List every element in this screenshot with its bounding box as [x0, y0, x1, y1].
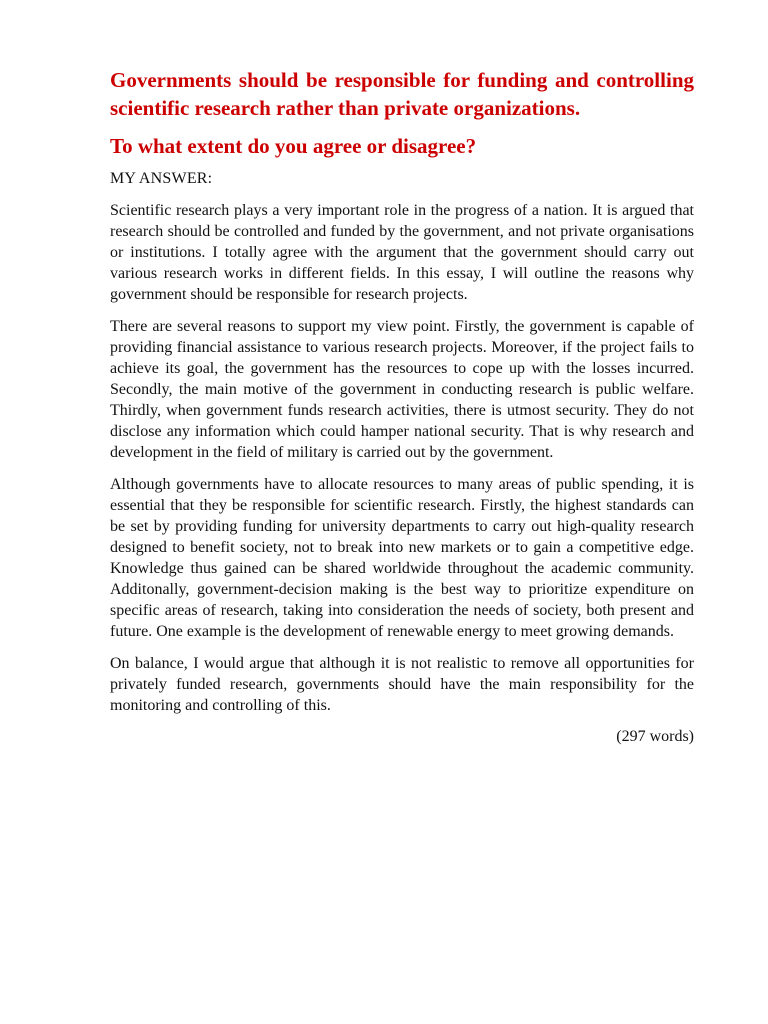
answer-label: MY ANSWER: — [110, 170, 213, 187]
essay-paragraph-introduction: Scientific research plays a very important role in the progress of a nation. It is argued that research should be controlled and funded by the government, and not private organisations or institutions. I totally agree with the argument that the government should carry out various research works in different fields. In this essay, I will outline the reasons why government should be responsible for research projects. — [110, 202, 694, 303]
essay-paragraph-body-1: There are several reasons to support my view point. Firstly, the government is capable of providing financial assistance to various research projects. Moreover, if the project fails to achieve its goal, the government has the resources to cope up with the losses incurred. Secondly, the main motive of the government in conducting research is public welfare. Thirdly, when government funds research activities, there is utmost security. They do not disclose any information which could hamper national security. That is why research and development in the field of military is carried out by the government. — [110, 318, 694, 461]
essay-instruction: To what extent do you agree or disagree? — [110, 134, 477, 158]
essay-page — [110, 66, 694, 747]
word-count: (297 words) — [616, 728, 694, 745]
essay-paragraph-conclusion: On balance, I would argue that although it is not realistic to remove all opportunities for privately funded research, governments should have the main responsibility for the monitoring and controlling of this. — [110, 655, 694, 714]
essay-paragraph-body-2: Although governments have to allocate resources to many areas of public spending, it is essential that they be responsible for scientific research. Firstly, the highest standards can be set by providing funding for university departments to carry out high-quality research designed to benefit society, not to break into new markets or to gain a competitive edge. Knowledge thus gained can be shared worldwide throughout the academic community. Additonally, government-decision making is the best way to prioritize expenditure on specific areas of research, taking into consideration the needs of society, both present and future. One example is the development of renewable energy to meet growing demands. — [110, 476, 694, 640]
essay-question: Governments should be responsible for funding and controlling scientific research rather than private organizations. — [110, 68, 694, 120]
